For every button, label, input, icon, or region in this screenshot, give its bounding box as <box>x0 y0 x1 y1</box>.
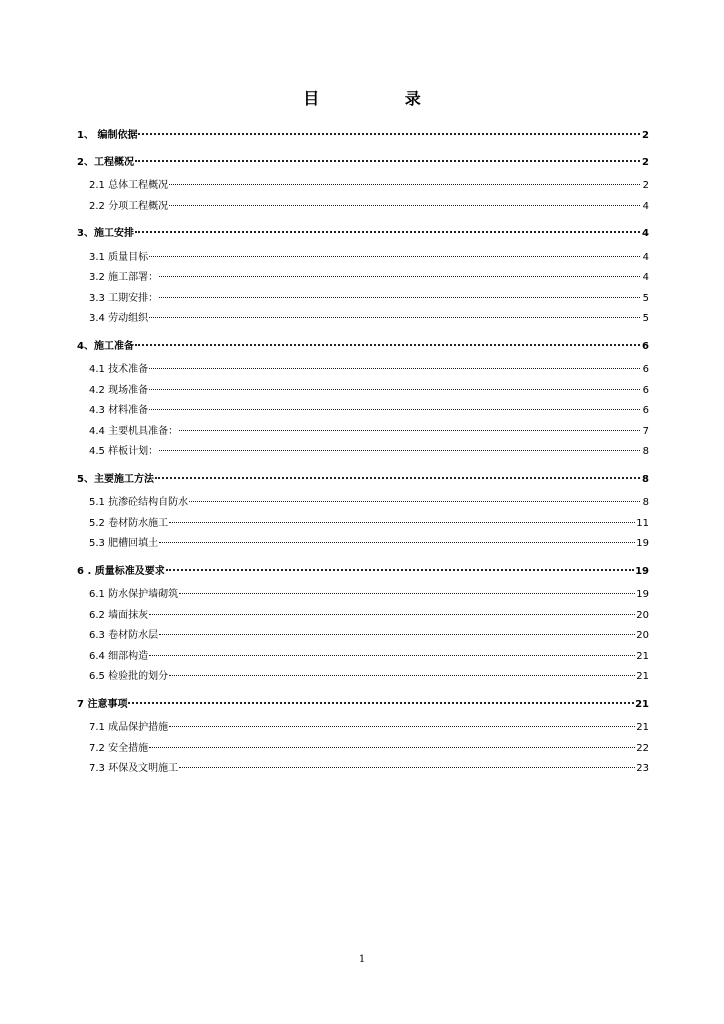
toc-chapter-entry[interactable] <box>77 151 649 172</box>
toc-entry-label: 6.1 防水保护墙砌筑 <box>89 589 179 600</box>
toc-entry-label: 3.3 工期安排： <box>89 292 159 304</box>
toc-entry-label: 6.5 检验批的划分 <box>89 671 169 682</box>
toc-page-number: 8 <box>642 473 649 485</box>
toc-entry-label: 7.1 成品保护措施 <box>89 722 169 733</box>
dot-leader <box>159 264 640 277</box>
dot-leader <box>169 663 635 676</box>
dot-leader <box>149 602 635 615</box>
toc-section-entry[interactable] <box>77 666 649 687</box>
toc-page-number: 6 <box>642 405 649 416</box>
dot-leader <box>159 530 635 543</box>
toc-section-entry[interactable] <box>77 308 649 329</box>
toc-page-number: 19 <box>636 589 649 600</box>
toc-page-number: 2 <box>642 180 649 191</box>
toc-entry-label: 3、施工安排 <box>77 228 134 239</box>
toc-entry-label: 7 注意事项 <box>77 698 128 710</box>
toc-page-number: 20 <box>636 609 649 621</box>
dot-leader <box>159 438 640 451</box>
dot-leader <box>169 714 635 727</box>
toc-section-entry[interactable] <box>77 441 649 462</box>
toc-entry-label: 4.3 材料准备 <box>89 405 149 416</box>
toc-chapter-entry[interactable] <box>77 124 649 145</box>
dot-leader <box>138 121 640 135</box>
toc-page-number: 5 <box>642 313 649 324</box>
dot-leader <box>135 332 640 346</box>
toc-page-number: 6 <box>642 340 649 352</box>
dot-leader <box>179 418 640 431</box>
toc-page-number: 4 <box>642 251 649 263</box>
toc-page-number: 8 <box>642 446 649 457</box>
toc-entry-label: 6 . 质量标准及要求 <box>77 565 165 577</box>
toc-entry-label: 4.2 现场准备 <box>89 384 149 396</box>
toc-entry-label: 3.2 施工部署： <box>89 272 159 283</box>
toc-page-number: 8 <box>642 497 649 508</box>
dot-leader <box>169 510 635 523</box>
dot-leader <box>159 285 640 298</box>
dot-leader <box>149 356 640 369</box>
toc-page-number: 5 <box>642 292 649 304</box>
dot-leader <box>135 219 640 233</box>
toc-section-entry[interactable] <box>77 196 649 217</box>
toc-page-number: 7 <box>642 425 649 437</box>
toc-chapter-entry[interactable] <box>77 335 649 356</box>
dot-leader <box>169 172 640 185</box>
dot-leader <box>155 465 640 479</box>
dot-leader <box>166 557 634 571</box>
dot-leader <box>149 643 635 656</box>
toc-page-number: 4 <box>642 272 649 283</box>
toc-page-number: 4 <box>642 228 649 239</box>
toc-page-number: 19 <box>635 565 649 577</box>
toc-chapter-entry[interactable] <box>77 222 649 243</box>
dot-leader <box>179 581 635 594</box>
toc-entry-label: 5.2 卷材防水施工 <box>89 517 169 529</box>
toc-page-number: 2 <box>642 156 649 168</box>
dot-leader <box>128 690 634 704</box>
toc-page-number: 23 <box>636 763 649 774</box>
toc-chapter-entry[interactable] <box>77 468 649 489</box>
toc-entry-label: 6.4 细部构造 <box>89 650 149 662</box>
toc-page-number: 21 <box>636 671 649 682</box>
toc-page-number: 21 <box>636 650 649 662</box>
toc-entry-label: 1、 编制依据 <box>77 130 138 141</box>
dot-leader <box>149 244 640 257</box>
toc-chapter-entry[interactable] <box>77 693 649 714</box>
toc-entry-label: 5.1 抗渗砼结构自防水 <box>89 497 189 508</box>
dot-leader <box>159 622 635 635</box>
page-title: 目 录 <box>303 89 461 108</box>
dot-leader <box>179 755 635 768</box>
toc-entry-label: 4、施工准备 <box>77 340 134 352</box>
toc-section-entry[interactable] <box>77 758 649 779</box>
toc-entry-label: 6.2 墙面抹灰 <box>89 609 149 621</box>
dot-leader <box>135 148 640 162</box>
toc-page-number: 20 <box>636 630 649 641</box>
dot-leader <box>149 735 635 748</box>
toc-entry-label: 4.4 主要机具准备： <box>89 425 179 437</box>
toc-page-number: 2 <box>642 130 649 141</box>
dot-leader <box>169 193 640 206</box>
toc-entry-label: 2.2 分项工程概况 <box>89 200 169 212</box>
toc-entry-label: 3.4 劳动组织 <box>89 313 149 324</box>
toc-entry-label: 6.3 卷材防水层 <box>89 630 159 641</box>
dot-leader <box>149 397 640 410</box>
dot-leader <box>189 489 640 502</box>
toc-chapter-entry[interactable] <box>77 560 649 581</box>
toc-page-number: 19 <box>636 538 649 549</box>
toc-entry-label: 2、工程概况 <box>77 156 134 168</box>
toc-page-number: 22 <box>636 742 649 754</box>
toc-page-number: 6 <box>642 384 649 396</box>
toc-entry-label: 7.3 环保及文明施工 <box>89 763 179 774</box>
toc-entry-label: 5、主要施工方法 <box>77 473 154 485</box>
toc-section-entry[interactable] <box>77 533 649 554</box>
toc-entry-label: 3.1 质量目标 <box>89 251 149 263</box>
toc-entry-label: 2.1 总体工程概况 <box>89 180 169 191</box>
page-number: 1 <box>358 954 366 965</box>
toc-page-number: 6 <box>642 364 649 375</box>
toc-entry-label: 5.3 肥槽回填土 <box>89 538 159 549</box>
table-of-contents <box>77 124 649 779</box>
toc-page-number: 4 <box>642 200 649 212</box>
dot-leader <box>149 377 640 390</box>
dot-leader <box>149 305 640 318</box>
toc-page-number: 21 <box>636 722 649 733</box>
toc-entry-label: 4.5 样板计划： <box>89 446 159 457</box>
toc-page-number: 11 <box>636 517 649 529</box>
toc-entry-label: 4.1 技术准备 <box>89 364 149 375</box>
toc-page-number: 21 <box>635 698 649 710</box>
toc-entry-label: 7.2 安全措施 <box>89 742 149 754</box>
